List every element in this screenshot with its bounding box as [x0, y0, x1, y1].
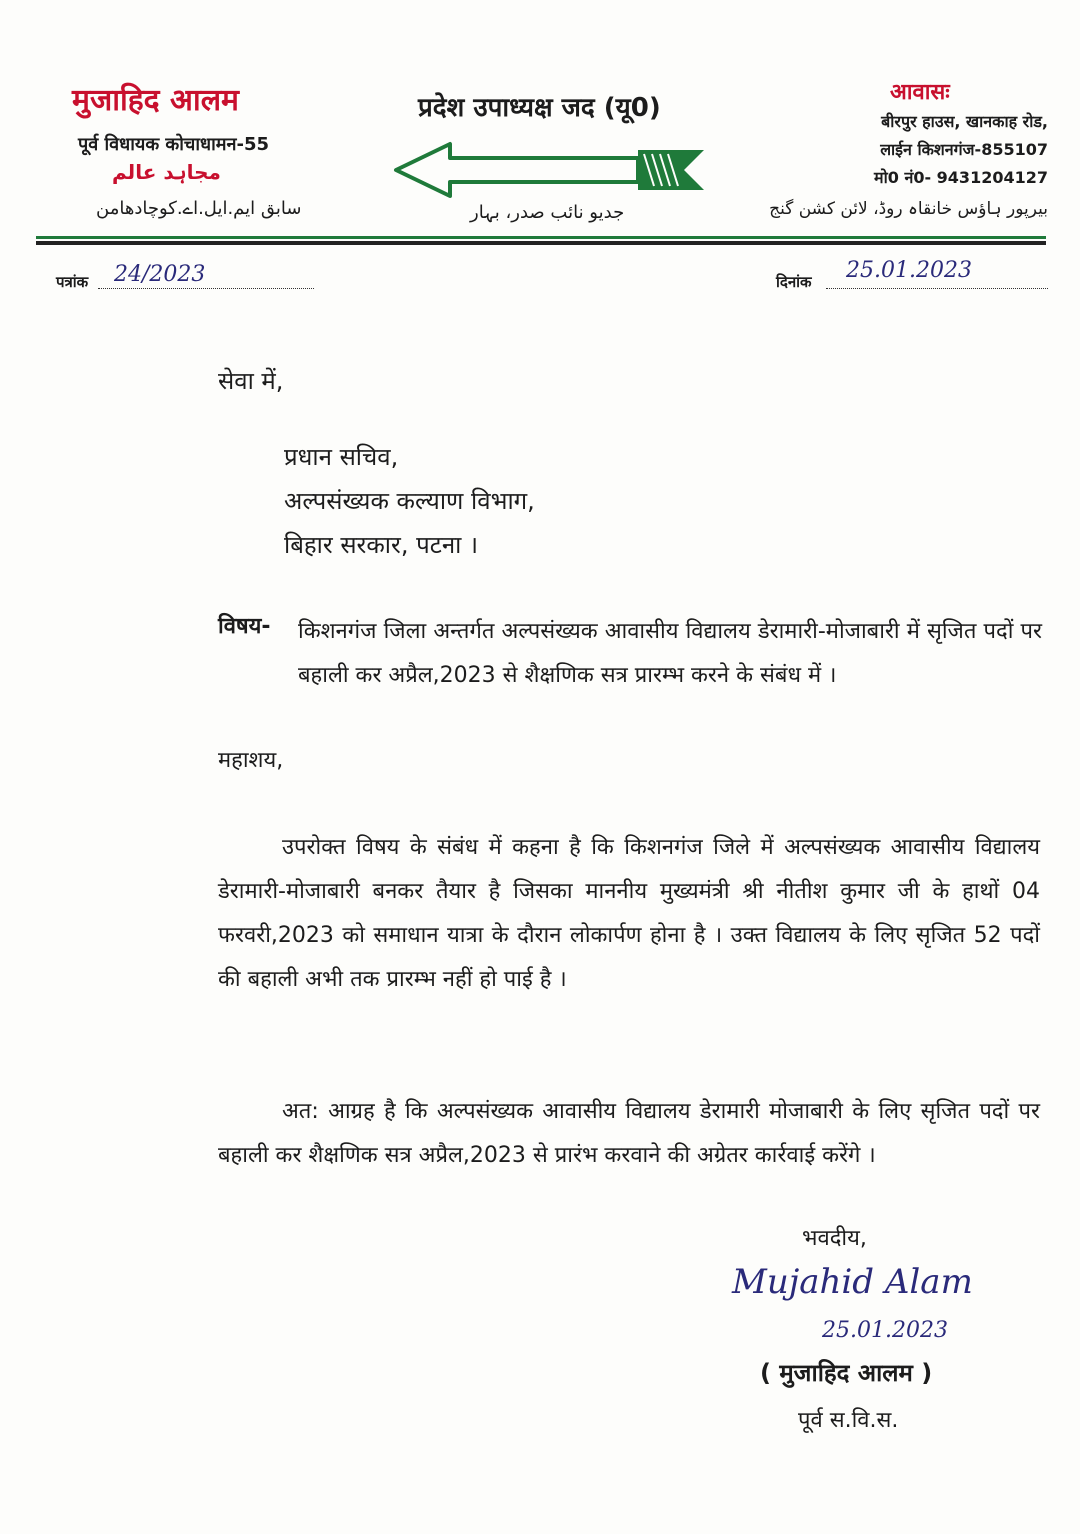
- letterhead-party-title: प्रदेश उपाध्यक्ष जद (यू0): [418, 93, 661, 123]
- letterhead-name-urdu: مجاہد عالم: [112, 160, 221, 184]
- subject-text: किशनगंज जिला अन्तर्गत अल्पसंख्यक आवासीय विद्यालय डेरामारी-मोजाबारी में सृजित पदों पर बहाली कर अप्रैल,2023 से शैक्षणिक सत्र प्रारम्भ करने के संबंध में ।: [298, 619, 1042, 688]
- date-dotted-line: [826, 288, 1048, 289]
- date-label: दिनांक: [776, 273, 812, 291]
- greeting: महाशय,: [218, 748, 284, 773]
- addressee-line-3: बिहार सरकार, पटना ।: [284, 531, 479, 559]
- signature: Mujahid Alam: [732, 1262, 973, 1302]
- reference-number: 24/2023: [114, 262, 206, 287]
- subject-label: विषय-: [218, 614, 271, 639]
- reference-dotted-line: [98, 288, 314, 289]
- address-line-1: बीरपुर हाउस, खानकाह रोड,: [881, 112, 1048, 131]
- letterhead-former-mla: पूर्व विधायक कोचाधामन-55: [78, 134, 270, 155]
- address-urdu: بیرپور ہاؤس خانقاہ روڈ، لائن کشن گنج: [769, 199, 1048, 219]
- letterhead-divider-black: [36, 241, 1046, 245]
- paragraph-2-text: अत: आग्रह है कि अल्पसंख्यक आवासीय विद्यालय डेरामारी मोजाबारी के लिए सृजित पदों पर बहाली कर शैक्षणिक सत्र अप्रैल,2023 से प्रारंभ करवाने की अग्रेतर कार्रवाई करेंगे ।: [218, 1099, 1040, 1168]
- signature-date: 25.01.2023: [822, 1318, 948, 1343]
- letterhead-divider-green: [36, 236, 1046, 239]
- address-phone: मो0 नं0- 9431204127: [874, 168, 1048, 187]
- address-line-2: लाईन किशनगंज-855107: [880, 140, 1048, 159]
- closing: भवदीय,: [802, 1226, 867, 1251]
- signatory-designation: पूर्व स.वि.स.: [798, 1408, 899, 1433]
- date-value: 25.01.2023: [846, 258, 972, 283]
- letter-to: सेवा में,: [218, 367, 284, 395]
- letterhead-name: मुजाहिद आलम: [72, 83, 239, 118]
- reference-label: पत्रांक: [56, 273, 89, 291]
- letterhead-former-mla-urdu: سابق ایم.ایل.اے.کوچادھامن: [96, 198, 302, 219]
- paragraph-2: [218, 1090, 1040, 1178]
- signatory-name: ( मुजाहिद आलम ): [760, 1359, 933, 1387]
- addressee-line-1: प्रधान सचिव,: [284, 443, 399, 471]
- paragraph-1: [218, 826, 1040, 1002]
- arrow-left-icon: [392, 140, 708, 200]
- address-title: आवासः: [890, 80, 950, 105]
- addressee-line-2: अल्पसंख्यक कल्याण विभाग,: [284, 487, 535, 515]
- letterhead-party-title-urdu: جدیو نائب صدر، بہار: [470, 202, 625, 223]
- paragraph-1-text: उपरोक्त विषय के संबंध में कहना है कि किशनगंज जिले में अल्पसंख्यक आवासीय विद्यालय डेरामारी-मोजाबारी बनकर तैयार है जिसका माननीय मुख्यमंत्री श्री नीतीश कुमार जी के हाथों 04 फरवरी,2023 को समाधान यात्रा के दौरान लोकार्पण होना है । उक्त विद्यालय के लिए सृजित 52 पदों की बहाली अभी तक प्रारम्भ नहीं हो पाई है ।: [218, 835, 1040, 992]
